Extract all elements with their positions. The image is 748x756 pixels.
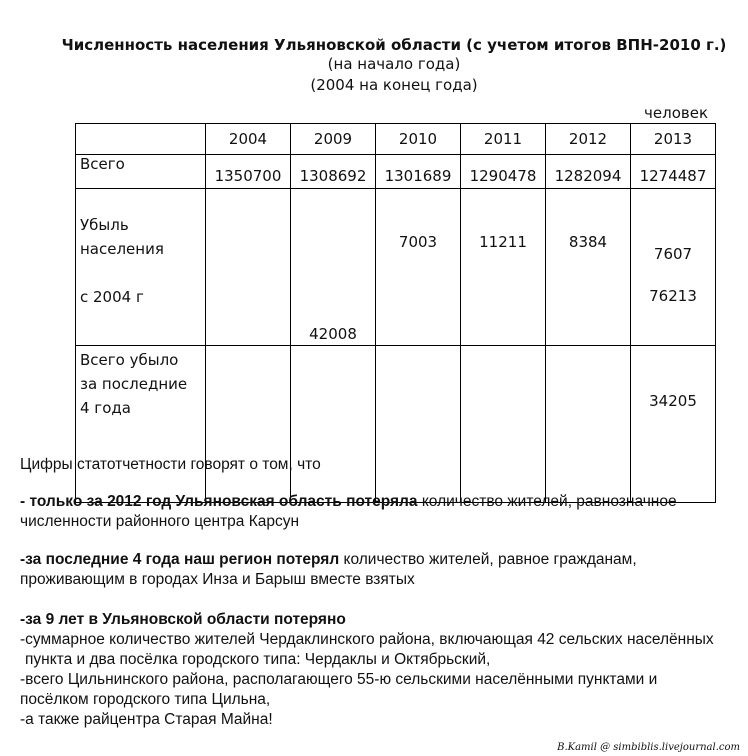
total-2009: 1308692 <box>291 155 376 189</box>
intro-text: Цифры статотчетности говорят о том, что <box>20 456 321 473</box>
paragraph-1-rest: количество жителей, равнозначное численности районного центра Карсун <box>20 493 677 530</box>
paragraph-1 <box>20 492 740 532</box>
paragraph-3 <box>20 610 740 730</box>
four-year-2012 <box>546 346 631 503</box>
document-title <box>0 36 748 96</box>
population-table <box>75 123 716 503</box>
year-2013: 2013 <box>631 124 716 155</box>
loss-2013-since-2004: 76213 <box>649 287 697 305</box>
unit-label: человек <box>644 104 708 122</box>
four-year-label <box>76 346 206 503</box>
corner-cell <box>76 124 206 155</box>
header-row <box>76 124 716 155</box>
total-2004: 1350700 <box>206 155 291 189</box>
year-2011: 2011 <box>461 124 546 155</box>
title-line-2: (на начало года) <box>327 55 461 73</box>
paragraph-2-rest: количество жителей, равное гражданам, проживающим в городах Инза и Барыш вместе взятых <box>20 551 637 588</box>
title-line-3: (2004 на конец года) <box>310 76 478 94</box>
title-line-1: Численность населения Ульяновской области (с учетом итогов ВПН-2010 г.) <box>61 36 727 54</box>
loss-2004 <box>206 189 291 346</box>
loss-label-3: с 2004 г <box>80 288 144 306</box>
total-row <box>76 155 716 189</box>
paragraph-1-bold: - только за 2012 год Ульяновская область потеряла <box>20 493 418 510</box>
loss-label <box>76 189 206 346</box>
year-2004: 2004 <box>206 124 291 155</box>
four-year-label-2: за последние <box>80 375 188 393</box>
four-year-row <box>76 346 716 503</box>
paragraph-3-line-2: пункта и два посёлка городского типа: Чердаклы и Октябрьский, <box>25 651 491 668</box>
four-year-2004 <box>206 346 291 503</box>
loss-2011: 11211 <box>461 189 546 346</box>
paragraph-2 <box>20 550 740 590</box>
four-year-label-3: 4 года <box>80 399 131 417</box>
four-year-2011 <box>461 346 546 503</box>
author-credit: B.Kamil @ simbiblis.livejournal.com <box>557 742 740 753</box>
loss-row <box>76 189 716 346</box>
year-2010: 2010 <box>376 124 461 155</box>
year-2012: 2012 <box>546 124 631 155</box>
four-year-2010 <box>376 346 461 503</box>
loss-label-1: Убыль <box>80 216 129 234</box>
paragraph-3-line-5: -а также райцентра Старая Майна! <box>20 711 273 728</box>
loss-2012: 8384 <box>546 189 631 346</box>
four-year-2009 <box>291 346 376 503</box>
four-year-label-1: Всего убыло <box>80 351 179 369</box>
loss-2010: 7003 <box>376 189 461 346</box>
total-2011: 1290478 <box>461 155 546 189</box>
year-2009: 2009 <box>291 124 376 155</box>
total-2010: 1301689 <box>376 155 461 189</box>
loss-2013 <box>631 189 716 346</box>
four-year-2013: 34205 <box>631 346 716 503</box>
loss-2009: 42008 <box>291 189 376 346</box>
paragraph-3-line-4: посёлком городского типа Цильна, <box>20 691 271 708</box>
paragraph-3-line-3: -всего Цильнинского района, располагающего 55-ю сельскими населёнными пунктами и <box>20 671 658 688</box>
total-2013: 1274487 <box>631 155 716 189</box>
paragraph-2-bold: -за последние 4 года наш регион потерял <box>20 551 340 568</box>
paragraph-3-bold: -за 9 лет в Ульяновской области потеряно <box>20 611 346 628</box>
paragraph-3-line-1: -суммарное количество жителей Чердаклинского района, включающая 42 сельских населённых <box>20 631 714 648</box>
total-label: Всего <box>76 155 206 189</box>
loss-2013-year: 7607 <box>653 245 693 263</box>
loss-label-2: населения <box>80 240 164 258</box>
total-2012: 1282094 <box>546 155 631 189</box>
